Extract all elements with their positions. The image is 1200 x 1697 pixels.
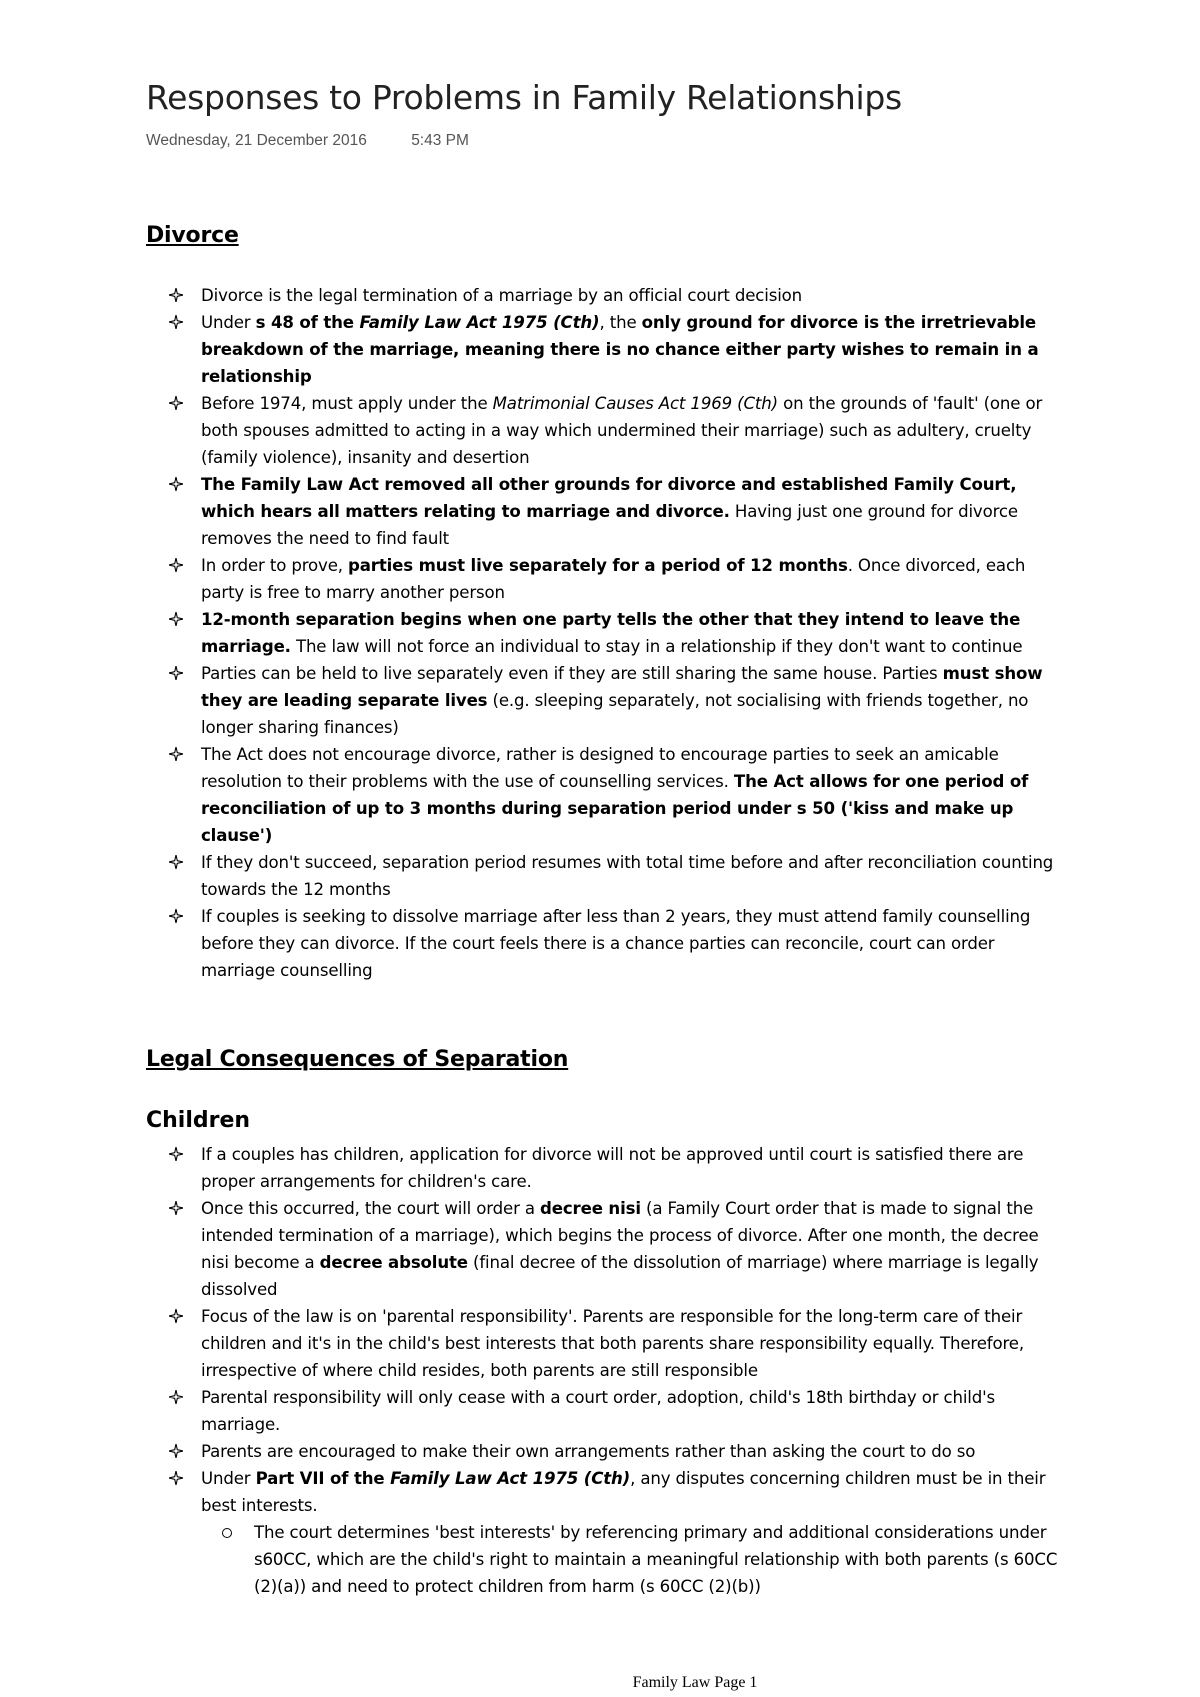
page-title: Responses to Problems in Family Relationships [146, 78, 902, 117]
list-item [146, 660, 1066, 741]
text-run: , any disputes concerning children must be in their best interests. [201, 1469, 1046, 1515]
star-bullet-icon [166, 1384, 186, 1411]
star-bullet-icon [166, 741, 186, 768]
text-run: Family Law Act 1975 (Cth) [359, 313, 600, 332]
text-run: decree nisi [540, 1199, 641, 1218]
text-run: Under [201, 1469, 256, 1488]
text-run: In order to prove, [201, 556, 349, 575]
text-run: The Family Law Act removed all other grounds for divorce and established Family Court, which hears all matters relating to marriage and divorce. [201, 475, 1017, 521]
list-item [146, 552, 1066, 606]
list-item [146, 471, 1066, 552]
list-item [146, 1384, 1066, 1438]
text-run: must show they are leading separate lives [201, 664, 1043, 710]
text-run: Divorce is the legal termination of a marriage by an official court decision [201, 286, 803, 305]
text-run: If a couples has children, application for divorce will not be approved until court is satisfied there are proper arrangements for children's care. [201, 1145, 1024, 1191]
text-run: Focus of the law is on 'parental responsibility'. Parents are responsible for the long-term care of their children and it's in the child's best interests that both parents share responsibility equally. Therefore, irrespective of where child resides, both parents are still responsible [201, 1307, 1024, 1380]
text-run: (final decree of the dissolution of marriage) where marriage is legally dissolved [201, 1253, 1039, 1299]
text-run: If they don't succeed, separation period resumes with total time before and after reconciliation counting towards the 12 months [201, 853, 1054, 899]
list-item [146, 849, 1066, 903]
text-run: The Act allows for one period of reconciliation of up to 3 months during separation period under s 50 ('kiss and make up clause') [201, 772, 1029, 845]
nested-list-item [146, 1519, 1066, 1600]
text-run: The Act does not encourage divorce, rather is designed to encourage parties to seek an amicable resolution to their problems with the use of counselling services. [201, 745, 999, 791]
star-bullet-icon [166, 552, 186, 579]
text-run: Parental responsibility will only cease with a court order, adoption, child's 18th birthday or child's marriage. [201, 1388, 996, 1434]
children-bullet-list [146, 1141, 1066, 1600]
list-item [146, 1141, 1066, 1195]
divorce-bullet-list [146, 282, 1066, 984]
text-run: , the [599, 313, 642, 332]
page-time: 5:43 PM [411, 132, 469, 149]
text-run: Family Law Act 1975 (Cth) [390, 1469, 631, 1488]
star-bullet-icon [166, 390, 186, 417]
text-run: decree absolute [319, 1253, 468, 1272]
list-item [146, 1303, 1066, 1384]
section-heading-legal-consequences: Legal Consequences of Separation [146, 1047, 569, 1072]
nested-bullet-list [146, 1519, 1066, 1600]
star-bullet-icon [166, 471, 186, 498]
text-run: Once this occurred, the court will order a [201, 1199, 541, 1218]
page-footer [0, 1674, 1200, 1692]
star-bullet-icon [166, 1465, 186, 1492]
text-run: Under [201, 313, 256, 332]
star-bullet-icon [166, 606, 186, 633]
list-item [146, 1438, 1066, 1465]
text-run: (a Family Court order that is made to signal the intended termination of a marriage), which begins the process of divorce. After one month, the decree nisi become a [201, 1199, 1039, 1272]
section-heading-divorce: Divorce [146, 223, 239, 248]
list-item [146, 1465, 1066, 1519]
list-item [146, 309, 1066, 390]
star-bullet-icon [166, 1438, 186, 1465]
text-run: Before 1974, must apply under the [201, 394, 493, 413]
list-item [146, 741, 1066, 849]
star-bullet-icon [166, 849, 186, 876]
text-run: s 48 of the [255, 313, 360, 332]
star-bullet-icon [166, 282, 186, 309]
footer-text: Family Law Page 1 [632, 1674, 758, 1691]
list-item [146, 282, 1066, 309]
star-bullet-icon [166, 1195, 186, 1222]
text-run: 12-month separation begins when one party tells the other that they intend to leave the marriage. [201, 610, 1021, 656]
list-item [146, 903, 1066, 984]
text-run: The court determines 'best interests' by referencing primary and additional considerations under s60CC, which are the child's right to maintain a meaningful relationship with both parents (s 60CC (2)(a)) and need to protect children from harm (s 60CC (2)(b)) [254, 1523, 1058, 1596]
text-run: Parents are encouraged to make their own arrangements rather than asking the court to do so [201, 1442, 976, 1461]
nested-list-container [146, 1519, 1066, 1600]
page-datetime [146, 132, 469, 150]
star-bullet-icon [166, 903, 186, 930]
text-run: Having just one ground for divorce removes the need to find fault [201, 502, 1018, 548]
text-run: only ground for divorce is the irretrievable breakdown of the marriage, meaning there is no chance either party wishes to remain in a relationship [201, 313, 1039, 386]
page-date: Wednesday, 21 December 2016 [146, 132, 367, 149]
text-run: If couples is seeking to dissolve marriage after less than 2 years, they must attend family counselling before they can divorce. If the court feels there is a chance parties can reconcile, court can order marriage counselling [201, 907, 1031, 980]
list-item [146, 606, 1066, 660]
list-item [146, 1195, 1066, 1303]
text-run: on the grounds of 'fault' (one or both spouses admitted to acting in a way which undermined their marriage) such as adultery, cruelty (family violence), insanity and desertion [201, 394, 1043, 467]
text-run: Matrimonial Causes Act 1969 (Cth) [492, 394, 778, 413]
star-bullet-icon [166, 1303, 186, 1330]
text-run: parties must live separately for a period of 12 months [348, 556, 848, 575]
star-bullet-icon [166, 309, 186, 336]
text-run: . Once divorced, each party is free to marry another person [201, 556, 1026, 602]
star-bullet-icon [166, 660, 186, 687]
circle-bullet-icon [222, 1528, 232, 1538]
subheading-children: Children [146, 1108, 251, 1133]
text-run: (e.g. sleeping separately, not socialising with friends together, no longer sharing finances) [201, 691, 1029, 737]
star-bullet-icon [166, 1141, 186, 1168]
text-run: Part VII of the [255, 1469, 391, 1488]
text-run: The law will not force an individual to stay in a relationship if they don't want to continue [290, 637, 1023, 656]
list-item [146, 390, 1066, 471]
text-run: Parties can be held to live separately even if they are still sharing the same house. Parties [201, 664, 943, 683]
